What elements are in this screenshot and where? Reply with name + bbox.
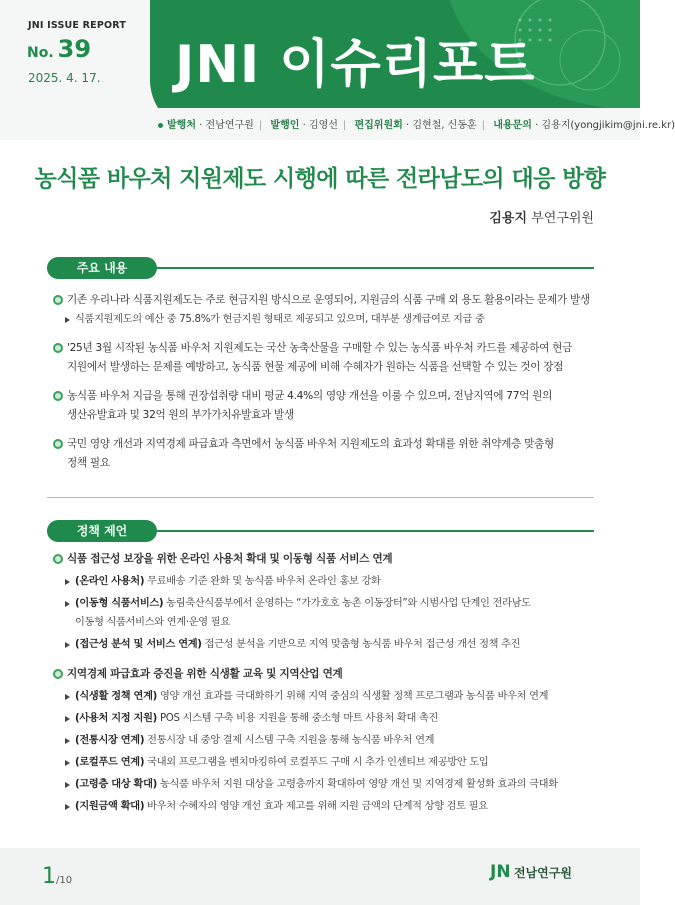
summary-item-cont: 생산유발효과 및 32억 원의 부가가치유발효과 발생	[67, 409, 294, 421]
report-title: 농식품 바우처 지원제도 시행에 따른 전라남도의 대응 방향	[34, 166, 606, 192]
policy-item: (고령층 대상 확대) 농식품 바우처 지원 대상을 고령층까지 확대하여 영양 개선 및 지역경제 활성화 효과의 극대화	[47, 775, 594, 794]
summary-item-cont: 정책 필요	[67, 457, 110, 469]
policy-item: (로컬푸드 연계) 국내외 프로그램을 벤치마킹하여 로컬푸드 구매 시 추가 인센티브 제공방안 도입	[47, 753, 594, 772]
triangle-bullet-icon	[65, 804, 70, 810]
summary-item-cont: 지원에서 발생하는 문제를 예방하고, 농식품 현물 제공에 비해 수혜자가 원하는 식품을 선택할 수 있는 것이 장점	[67, 361, 564, 373]
policy-group-title: 식품 접근성 보장을 위한 온라인 사용처 확대 및 이동형 식품 서비스 연계	[47, 550, 594, 569]
triangle-bullet-icon	[65, 601, 70, 607]
section-bottom-rule	[47, 497, 594, 498]
page-footer	[0, 848, 640, 905]
summary-header	[47, 257, 594, 279]
summary-section	[47, 257, 594, 473]
logo-org-name: 전남연구원	[514, 866, 572, 880]
summary-item: 농식품 바우처 지급을 통해 권장섭취량 대비 평균 4.4%의 영양 개선을 이룰 수 있으며, 전남지역에 77억 원의	[47, 387, 594, 406]
report-header	[0, 0, 675, 140]
summary-subitem: 식품지원제도의 예산 중 75.8%가 현금지원 형태로 제공되고 있으며, 대부분 생계급여로 지급 중	[47, 310, 594, 329]
circle-bullet-icon	[53, 669, 63, 679]
circle-bullet-icon	[53, 295, 63, 305]
issue-number: No. 39	[27, 35, 92, 63]
circle-bullet-icon	[53, 391, 63, 401]
summary-item: 기존 우리나라 식품지원제도는 주로 현금지원 방식으로 운영되어, 지원금의 식품 구매 외 용도 활용이라는 문제가 발생	[47, 291, 594, 310]
jni-logo	[490, 860, 610, 894]
policy-section	[47, 520, 594, 816]
issue-date: 2025. 4. 17.	[28, 71, 101, 85]
policy-item: (접근성 분석 및 서비스 연계) 접근성 분석을 기반으로 지역 맞춤형 농식품 바우처 접근성 개선 정책 추진	[47, 635, 594, 654]
triangle-bullet-icon	[65, 760, 70, 766]
triangle-bullet-icon	[65, 782, 70, 788]
credits-line: 발행처 · 전남연구원 | 발행인 · 김영선 | 편집위원회 · 김현철, 신동훈 | 내용문의 · 김용지(yongjikim@jni.re.kr)	[158, 116, 675, 131]
policy-heading: 정책 제언	[47, 520, 157, 542]
triangle-bullet-icon	[65, 738, 70, 744]
circle-bullet-icon	[53, 554, 63, 564]
logo-mark: JN	[490, 862, 511, 882]
circle-bullet-icon	[53, 343, 63, 353]
circle-bullet-icon	[53, 439, 63, 449]
policy-group-title: 지역경제 파급효과 증진을 위한 식생활 교육 및 지역산업 연계	[47, 665, 594, 684]
page-number: 1/10	[42, 864, 73, 889]
bullet-dot-icon	[158, 123, 163, 128]
author: 김용지 부연구위원	[489, 211, 594, 226]
policy-header	[47, 520, 594, 542]
policy-item: (이동형 식품서비스) 농림축산식품부에서 운영하는 “가가호호 농촌 이동장터”와 시범사업 단계인 전라남도	[47, 594, 594, 613]
issue-label: JNI ISSUE REPORT	[28, 20, 127, 31]
policy-item-cont: 이동형 식품서비스와 연계·운영 필요	[75, 617, 230, 628]
policy-item: (식생활 정책 연계) 영양 개선 효과를 극대화하기 위해 지역 중심의 식생활 정책 프로그램과 농식품 바우처 연계	[47, 687, 594, 706]
policy-item: (지원금액 확대) 바우처 수혜자의 영양 개선 효과 제고를 위해 지원 금액의 단계적 상향 검토 필요	[47, 797, 594, 816]
policy-item: (사용처 지정 지원) POS 시스템 구축 비용 지원을 통해 중소형 마트 사용처 확대 촉진	[47, 709, 594, 728]
triangle-bullet-icon	[65, 317, 70, 323]
brand-title: JNI 이슈리포트	[175, 35, 536, 95]
policy-item: (온라인 사용처) 무료배송 기준 완화 및 농식품 바우처 온라인 홍보 강화	[47, 572, 594, 591]
triangle-bullet-icon	[65, 694, 70, 700]
summary-item: '25년 3월 시작된 농식품 바우처 지원제도는 국산 농축산물을 구매할 수 있는 농식품 바우처 카드를 제공하여 현금	[47, 339, 594, 358]
summary-item: 국민 영양 개선과 지역경제 파급효과 측면에서 농식품 바우처 지원제도의 효과성 확대를 위한 취약계층 맞춤형	[47, 435, 594, 454]
summary-heading: 주요 내용	[47, 257, 157, 279]
triangle-bullet-icon	[65, 716, 70, 722]
triangle-bullet-icon	[65, 642, 70, 648]
triangle-bullet-icon	[65, 579, 70, 585]
policy-item: (전통시장 연계) 전통시장 내 중앙 결제 시스템 구축 지원을 통해 농식품 바우처 연계	[47, 731, 594, 750]
